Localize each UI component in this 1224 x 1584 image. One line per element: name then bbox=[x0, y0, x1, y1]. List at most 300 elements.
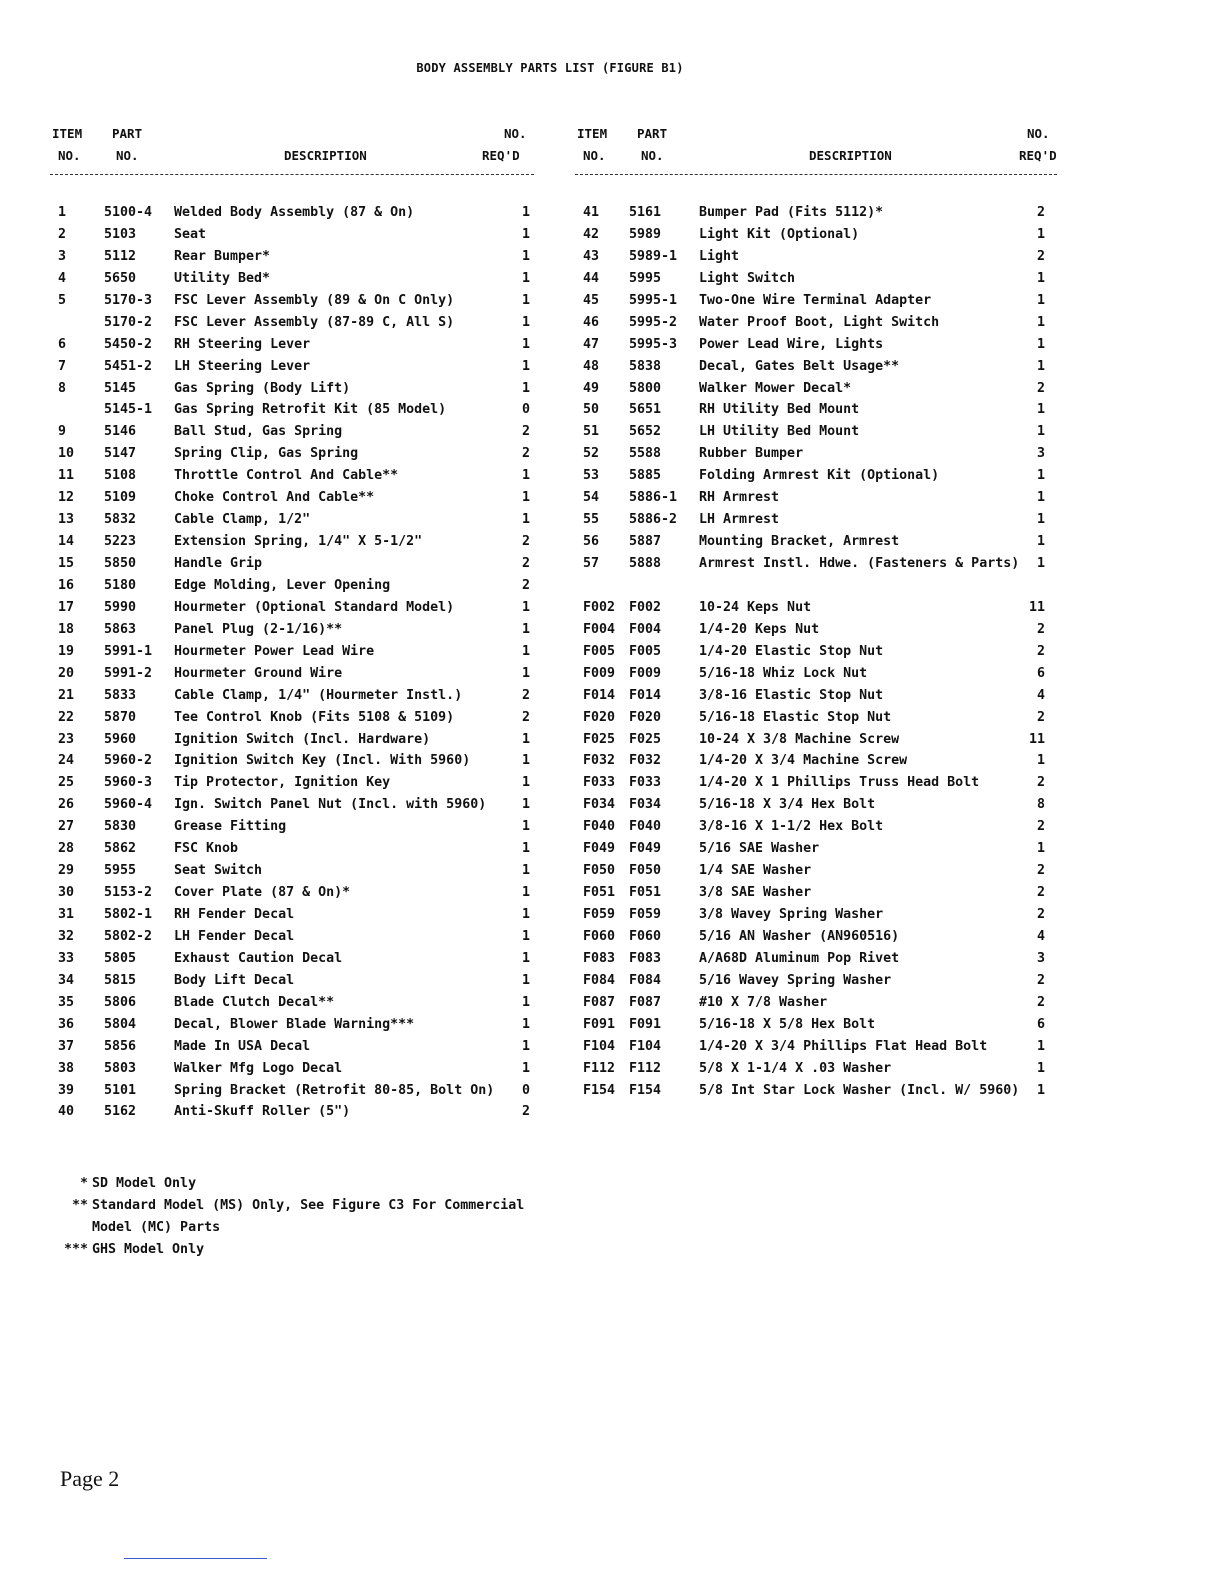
quantity: 2 bbox=[1036, 205, 1045, 220]
description: Welded Body Assembly (87 & On) bbox=[174, 205, 415, 220]
part-number: 5888 bbox=[629, 556, 662, 571]
item-number: 8 bbox=[58, 380, 67, 396]
quantity: 1 bbox=[521, 621, 530, 637]
quantity: 1 bbox=[1036, 314, 1045, 330]
part-number: 5146 bbox=[104, 424, 137, 440]
item-number: F104 bbox=[583, 1038, 616, 1054]
item-number: 49 bbox=[583, 380, 600, 396]
underline-link bbox=[124, 1558, 267, 1559]
description: Seat Switch bbox=[174, 863, 263, 879]
item-number: 57 bbox=[583, 556, 600, 571]
part-number: F051 bbox=[629, 885, 662, 901]
quantity: 1 bbox=[521, 358, 530, 374]
item-number: 11 bbox=[58, 468, 75, 484]
description: A/A68D Aluminum Pop Rivet bbox=[699, 950, 900, 966]
description: Body Lift Decal bbox=[174, 972, 295, 988]
description: Edge Molding, Lever Opening bbox=[174, 577, 391, 593]
quantity: 4 bbox=[1036, 928, 1045, 944]
item-number: 52 bbox=[583, 446, 600, 462]
item-number: 18 bbox=[58, 621, 75, 637]
part-number: 5955 bbox=[104, 863, 137, 879]
quantity: 2 bbox=[521, 534, 530, 550]
part-number: 5990 bbox=[104, 599, 137, 615]
item-number: 20 bbox=[58, 665, 75, 681]
part-number: 5588 bbox=[629, 446, 662, 462]
table-row bbox=[575, 775, 1065, 797]
quantity: 1 bbox=[1036, 512, 1045, 528]
table-row bbox=[50, 446, 540, 468]
part-number: 5989-1 bbox=[629, 248, 678, 264]
description: Hourmeter (Optional Standard Model) bbox=[174, 599, 455, 615]
table-row bbox=[50, 1017, 540, 1039]
footnote-text: Standard Model (MS) Only, See Figure C3 For Commercial bbox=[92, 1197, 525, 1213]
table-row bbox=[575, 293, 1065, 315]
description: Light Kit (Optional) bbox=[699, 226, 860, 242]
part-number: 5838 bbox=[629, 358, 662, 374]
description: Light bbox=[699, 248, 740, 264]
quantity: 11 bbox=[1028, 731, 1045, 747]
part-number: 5147 bbox=[104, 446, 137, 462]
quantity: 1 bbox=[1036, 270, 1045, 286]
description: Power Lead Wire, Lights bbox=[699, 336, 884, 352]
part-number: F087 bbox=[629, 994, 662, 1010]
description: 5/8 X 1-1/4 X .03 Washer bbox=[699, 1060, 892, 1076]
item-number: 12 bbox=[58, 490, 75, 506]
part-number: F032 bbox=[629, 753, 662, 769]
quantity: 1 bbox=[521, 863, 530, 879]
part-number: 5870 bbox=[104, 709, 137, 725]
part-number: F049 bbox=[629, 841, 662, 857]
part-number: 5100-4 bbox=[104, 205, 153, 220]
quantity: 1 bbox=[521, 248, 530, 264]
part-number: F034 bbox=[629, 797, 662, 813]
table-row bbox=[575, 359, 1065, 381]
description: Extension Spring, 1/4" X 5-1/2" bbox=[174, 534, 423, 550]
quantity: 1 bbox=[1036, 402, 1045, 418]
item-number: F051 bbox=[583, 885, 616, 901]
part-number: 5651 bbox=[629, 402, 662, 418]
item-number: 47 bbox=[583, 336, 600, 352]
table-row bbox=[575, 841, 1065, 863]
table-row bbox=[50, 666, 540, 688]
quantity: 1 bbox=[1036, 1082, 1045, 1098]
quantity: 1 bbox=[521, 643, 530, 659]
description: Walker Mower Decal* bbox=[699, 380, 852, 396]
quantity: 1 bbox=[521, 885, 530, 901]
description: 1/4-20 X 3/4 Phillips Flat Head Bolt bbox=[699, 1038, 988, 1054]
part-number: 5162 bbox=[104, 1104, 137, 1120]
description: Rear Bumper* bbox=[174, 248, 271, 264]
quantity: 1 bbox=[521, 907, 530, 922]
quantity: 1 bbox=[521, 205, 530, 220]
item-number: 9 bbox=[58, 424, 67, 440]
part-number: 5887 bbox=[629, 534, 662, 550]
page-title: BODY ASSEMBLY PARTS LIST (FIGURE B1) bbox=[416, 61, 684, 75]
description: 5/16 SAE Washer bbox=[699, 841, 820, 857]
table-row bbox=[575, 556, 1065, 578]
description: 5/8 Int Star Lock Washer (Incl. W/ 5960) bbox=[699, 1082, 1020, 1098]
part-number: 5804 bbox=[104, 1016, 137, 1032]
item-number: 51 bbox=[583, 424, 600, 440]
table-row bbox=[50, 271, 540, 293]
item-number: 55 bbox=[583, 512, 600, 528]
table-row bbox=[50, 556, 540, 578]
description: Cable Clamp, 1/2" bbox=[174, 512, 311, 528]
item-number: 17 bbox=[58, 599, 75, 615]
part-number: F004 bbox=[629, 621, 662, 637]
table-row bbox=[50, 753, 540, 775]
description: Grease Fitting bbox=[174, 819, 287, 835]
item-number: F005 bbox=[583, 643, 616, 659]
item-number: 28 bbox=[58, 841, 75, 857]
section-gap bbox=[575, 578, 1065, 600]
part-number: 5995-2 bbox=[629, 314, 678, 330]
part-number: 5802-1 bbox=[104, 907, 153, 922]
item-number: 14 bbox=[58, 534, 75, 550]
part-number: 5815 bbox=[104, 972, 137, 988]
description: Hourmeter Ground Wire bbox=[174, 665, 343, 681]
part-number: 5862 bbox=[104, 841, 137, 857]
item-number: 53 bbox=[583, 468, 600, 484]
part-number: 5991-1 bbox=[104, 643, 153, 659]
item-number: F060 bbox=[583, 928, 616, 944]
item-number: F032 bbox=[583, 753, 616, 769]
parts-table-left bbox=[50, 124, 540, 1126]
header-part-top: PART bbox=[112, 126, 143, 141]
footnote-mark: * bbox=[79, 1176, 88, 1191]
quantity: 2 bbox=[521, 424, 530, 440]
header-description: DESCRIPTION bbox=[284, 148, 367, 163]
table-row bbox=[575, 402, 1065, 424]
part-number: 5805 bbox=[104, 950, 137, 966]
description: Light Switch bbox=[699, 270, 796, 286]
item-number: F034 bbox=[583, 797, 616, 813]
table-row bbox=[575, 863, 1065, 885]
quantity: 1 bbox=[1036, 468, 1045, 484]
item-number: F084 bbox=[583, 972, 616, 988]
part-number: F059 bbox=[629, 907, 662, 922]
description: Blade Clutch Decal** bbox=[174, 994, 335, 1010]
description: 10-24 Keps Nut bbox=[699, 599, 812, 615]
description: Ign. Switch Panel Nut (Incl. with 5960) bbox=[174, 797, 487, 813]
description: Decal, Gates Belt Usage** bbox=[699, 358, 900, 374]
part-number: 5806 bbox=[104, 994, 137, 1010]
table-row bbox=[50, 249, 540, 271]
item-number: 42 bbox=[583, 226, 600, 242]
table-header bbox=[50, 124, 540, 170]
part-number: F091 bbox=[629, 1016, 662, 1032]
part-number: F025 bbox=[629, 731, 662, 747]
item-number: 32 bbox=[58, 928, 75, 944]
footnote-text: SD Model Only bbox=[92, 1176, 197, 1191]
quantity: 1 bbox=[521, 292, 530, 308]
part-number: F014 bbox=[629, 687, 662, 703]
quantity: 1 bbox=[521, 775, 530, 791]
part-number: 5995-3 bbox=[629, 336, 678, 352]
description: Hourmeter Power Lead Wire bbox=[174, 643, 375, 659]
part-number: 5170-2 bbox=[104, 314, 153, 330]
page-number: Page 2 bbox=[60, 1466, 120, 1491]
part-number: 5960-2 bbox=[104, 753, 153, 769]
description: FSC Lever Assembly (87-89 C, All S) bbox=[174, 314, 455, 330]
header-part-top: PART bbox=[637, 126, 668, 141]
quantity: 1 bbox=[1036, 490, 1045, 506]
item-number: F014 bbox=[583, 687, 616, 703]
table-row bbox=[50, 819, 540, 841]
description: Ignition Switch Key (Incl. With 5960) bbox=[174, 753, 471, 769]
quantity: 0 bbox=[521, 402, 530, 418]
table-row bbox=[575, 1083, 1065, 1105]
item-number: 22 bbox=[58, 709, 75, 725]
footnote-text: GHS Model Only bbox=[92, 1241, 205, 1257]
quantity: 1 bbox=[1036, 753, 1045, 769]
item-number: 1 bbox=[58, 205, 67, 220]
part-number: 5995 bbox=[629, 270, 662, 286]
table-row bbox=[575, 819, 1065, 841]
table-row bbox=[50, 468, 540, 490]
item-number: 25 bbox=[58, 775, 75, 791]
quantity: 1 bbox=[521, 950, 530, 966]
description: Water Proof Boot, Light Switch bbox=[699, 314, 940, 330]
part-number: 5832 bbox=[104, 512, 137, 528]
item-number: 41 bbox=[583, 205, 600, 220]
item-number: 46 bbox=[583, 314, 600, 330]
part-number: 5223 bbox=[104, 534, 137, 550]
table-row bbox=[575, 951, 1065, 973]
description: 1/4-20 Keps Nut bbox=[699, 621, 820, 637]
table-body-left bbox=[50, 205, 540, 1126]
item-number: 10 bbox=[58, 446, 75, 462]
item-number: 40 bbox=[58, 1104, 75, 1120]
description: 5/16-18 X 5/8 Hex Bolt bbox=[699, 1016, 876, 1032]
item-number: 36 bbox=[58, 1016, 75, 1032]
table-row bbox=[50, 929, 540, 951]
part-number: F009 bbox=[629, 665, 662, 681]
description: Utility Bed* bbox=[174, 270, 271, 286]
quantity: 1 bbox=[521, 512, 530, 528]
part-number: 5830 bbox=[104, 819, 137, 835]
item-number: F009 bbox=[583, 665, 616, 681]
item-number: F091 bbox=[583, 1016, 616, 1032]
table-row bbox=[575, 666, 1065, 688]
item-number: 23 bbox=[58, 731, 75, 747]
table-row bbox=[50, 293, 540, 315]
description: Tee Control Knob (Fits 5108 & 5109) bbox=[174, 709, 455, 725]
header-qty-bottom: REQ'D bbox=[482, 148, 520, 163]
quantity: 6 bbox=[1036, 665, 1045, 681]
table-row bbox=[50, 863, 540, 885]
quantity: 1 bbox=[521, 1060, 530, 1076]
quantity: 1 bbox=[521, 731, 530, 747]
part-number: 5450-2 bbox=[104, 336, 153, 352]
quantity: 2 bbox=[521, 687, 530, 703]
description: RH Steering Lever bbox=[174, 336, 311, 352]
footnote-mark: *** bbox=[63, 1241, 88, 1257]
description: Handle Grip bbox=[174, 556, 263, 571]
description: Spring Clip, Gas Spring bbox=[174, 446, 359, 462]
quantity: 2 bbox=[521, 577, 530, 593]
description: 5/16 AN Washer (AN960516) bbox=[699, 928, 900, 944]
item-number: F025 bbox=[583, 731, 616, 747]
description: 1/4-20 X 1 Phillips Truss Head Bolt bbox=[699, 775, 980, 791]
item-number: F059 bbox=[583, 907, 616, 922]
quantity: 2 bbox=[1036, 863, 1045, 879]
description: LH Steering Lever bbox=[174, 358, 311, 374]
description: RH Fender Decal bbox=[174, 907, 295, 922]
item-number: 24 bbox=[58, 753, 75, 769]
description: Ball Stud, Gas Spring bbox=[174, 424, 343, 440]
quantity: 2 bbox=[1036, 994, 1045, 1010]
quantity: 2 bbox=[1036, 819, 1045, 835]
quantity: 1 bbox=[1036, 841, 1045, 857]
part-number: F050 bbox=[629, 863, 662, 879]
item-number: F083 bbox=[583, 950, 616, 966]
quantity: 2 bbox=[521, 556, 530, 571]
footnote-text: Model (MC) Parts bbox=[92, 1219, 221, 1235]
part-number: 5800 bbox=[629, 380, 662, 396]
description: Seat bbox=[174, 226, 207, 242]
part-number: F084 bbox=[629, 972, 662, 988]
quantity: 1 bbox=[1036, 424, 1045, 440]
description: RH Armrest bbox=[699, 490, 780, 506]
header-divider bbox=[575, 174, 1057, 175]
table-row bbox=[575, 622, 1065, 644]
item-number: 15 bbox=[58, 556, 75, 571]
table-row bbox=[50, 622, 540, 644]
item-number: F004 bbox=[583, 621, 616, 637]
description: Folding Armrest Kit (Optional) bbox=[699, 468, 940, 484]
description: 5/16-18 Elastic Stop Nut bbox=[699, 709, 892, 725]
table-row bbox=[575, 797, 1065, 819]
header-qty-top: NO. bbox=[504, 126, 527, 141]
table-row bbox=[575, 885, 1065, 907]
part-number: 5145-1 bbox=[104, 402, 153, 418]
item-number: F112 bbox=[583, 1060, 616, 1076]
table-row bbox=[575, 512, 1065, 534]
quantity: 1 bbox=[1036, 1060, 1045, 1076]
description: Gas Spring Retrofit Kit (85 Model) bbox=[174, 402, 447, 418]
table-row bbox=[575, 732, 1065, 754]
part-number: F033 bbox=[629, 775, 662, 791]
item-number: 34 bbox=[58, 972, 75, 988]
quantity: 1 bbox=[521, 972, 530, 988]
description: #10 X 7/8 Washer bbox=[699, 994, 828, 1010]
part-number: 5170-3 bbox=[104, 292, 153, 308]
item-number: 43 bbox=[583, 248, 600, 264]
table-header bbox=[575, 124, 1065, 170]
table-row bbox=[50, 359, 540, 381]
part-number: 5109 bbox=[104, 490, 137, 506]
part-number: 5995-1 bbox=[629, 292, 678, 308]
quantity: 1 bbox=[521, 994, 530, 1010]
part-number: 5960 bbox=[104, 731, 137, 747]
item-number: F050 bbox=[583, 863, 616, 879]
part-number: F112 bbox=[629, 1060, 662, 1076]
item-number: F020 bbox=[583, 709, 616, 725]
quantity: 1 bbox=[521, 1016, 530, 1032]
table-row bbox=[575, 688, 1065, 710]
quantity: 3 bbox=[1036, 446, 1045, 462]
item-number: F154 bbox=[583, 1082, 616, 1098]
footnote-mark: ** bbox=[71, 1197, 88, 1213]
table-row bbox=[50, 337, 540, 359]
description: 5/16-18 Whiz Lock Nut bbox=[699, 665, 868, 681]
table-row bbox=[575, 1039, 1065, 1061]
part-number: 5991-2 bbox=[104, 665, 153, 681]
description: 1/4 SAE Washer bbox=[699, 863, 812, 879]
part-number: F083 bbox=[629, 950, 662, 966]
table-row bbox=[50, 1083, 540, 1105]
item-number: 3 bbox=[58, 248, 67, 264]
table-row bbox=[575, 205, 1065, 227]
description: LH Utility Bed Mount bbox=[699, 424, 860, 440]
part-number: F002 bbox=[629, 599, 662, 615]
item-number: 7 bbox=[58, 358, 67, 374]
table-row bbox=[50, 402, 540, 424]
item-number: F002 bbox=[583, 599, 616, 615]
table-row bbox=[575, 907, 1065, 929]
description: 10-24 X 3/8 Machine Screw bbox=[699, 731, 900, 747]
part-number: 5103 bbox=[104, 226, 137, 242]
quantity: 1 bbox=[521, 468, 530, 484]
table-row bbox=[50, 205, 540, 227]
quantity: 1 bbox=[1036, 292, 1045, 308]
part-number: 5856 bbox=[104, 1038, 137, 1054]
table-row bbox=[50, 710, 540, 732]
quantity: 2 bbox=[1036, 621, 1045, 637]
quantity: 1 bbox=[521, 599, 530, 615]
quantity: 1 bbox=[521, 314, 530, 330]
part-number: 5885 bbox=[629, 468, 662, 484]
table-row bbox=[50, 381, 540, 403]
table-body-right bbox=[575, 205, 1065, 578]
item-number: 44 bbox=[583, 270, 600, 286]
table-body-hardware bbox=[575, 600, 1065, 1105]
part-number: 5886-1 bbox=[629, 490, 678, 506]
table-row bbox=[50, 424, 540, 446]
quantity: 1 bbox=[521, 841, 530, 857]
header-item-bottom: NO. bbox=[58, 148, 81, 163]
table-row bbox=[50, 227, 540, 249]
part-number: F040 bbox=[629, 819, 662, 835]
part-number: F060 bbox=[629, 928, 662, 944]
table-row bbox=[575, 929, 1065, 951]
part-number: 5886-2 bbox=[629, 512, 678, 528]
table-row bbox=[575, 710, 1065, 732]
item-number: 2 bbox=[58, 226, 67, 242]
header-description: DESCRIPTION bbox=[809, 148, 892, 163]
description: Panel Plug (2-1/16)** bbox=[174, 621, 343, 637]
description: Cover Plate (87 & On)* bbox=[174, 885, 351, 901]
table-row bbox=[50, 534, 540, 556]
item-number: 30 bbox=[58, 885, 75, 901]
description: 3/8 SAE Washer bbox=[699, 885, 812, 901]
table-row bbox=[575, 424, 1065, 446]
quantity: 2 bbox=[1036, 248, 1045, 264]
item-number: 27 bbox=[58, 819, 75, 835]
quantity: 1 bbox=[1036, 534, 1045, 550]
table-row bbox=[50, 973, 540, 995]
description: Gas Spring (Body Lift) bbox=[174, 380, 351, 396]
item-number: 5 bbox=[58, 292, 67, 308]
item-number: 19 bbox=[58, 643, 75, 659]
description: Two-One Wire Terminal Adapter bbox=[699, 292, 932, 308]
item-number: 54 bbox=[583, 490, 600, 506]
description: Cable Clamp, 1/4" (Hourmeter Instl.) bbox=[174, 687, 463, 703]
description: Spring Bracket (Retrofit 80-85, Bolt On) bbox=[174, 1082, 495, 1098]
part-number: F005 bbox=[629, 643, 662, 659]
description: Tip Protector, Ignition Key bbox=[174, 775, 391, 791]
